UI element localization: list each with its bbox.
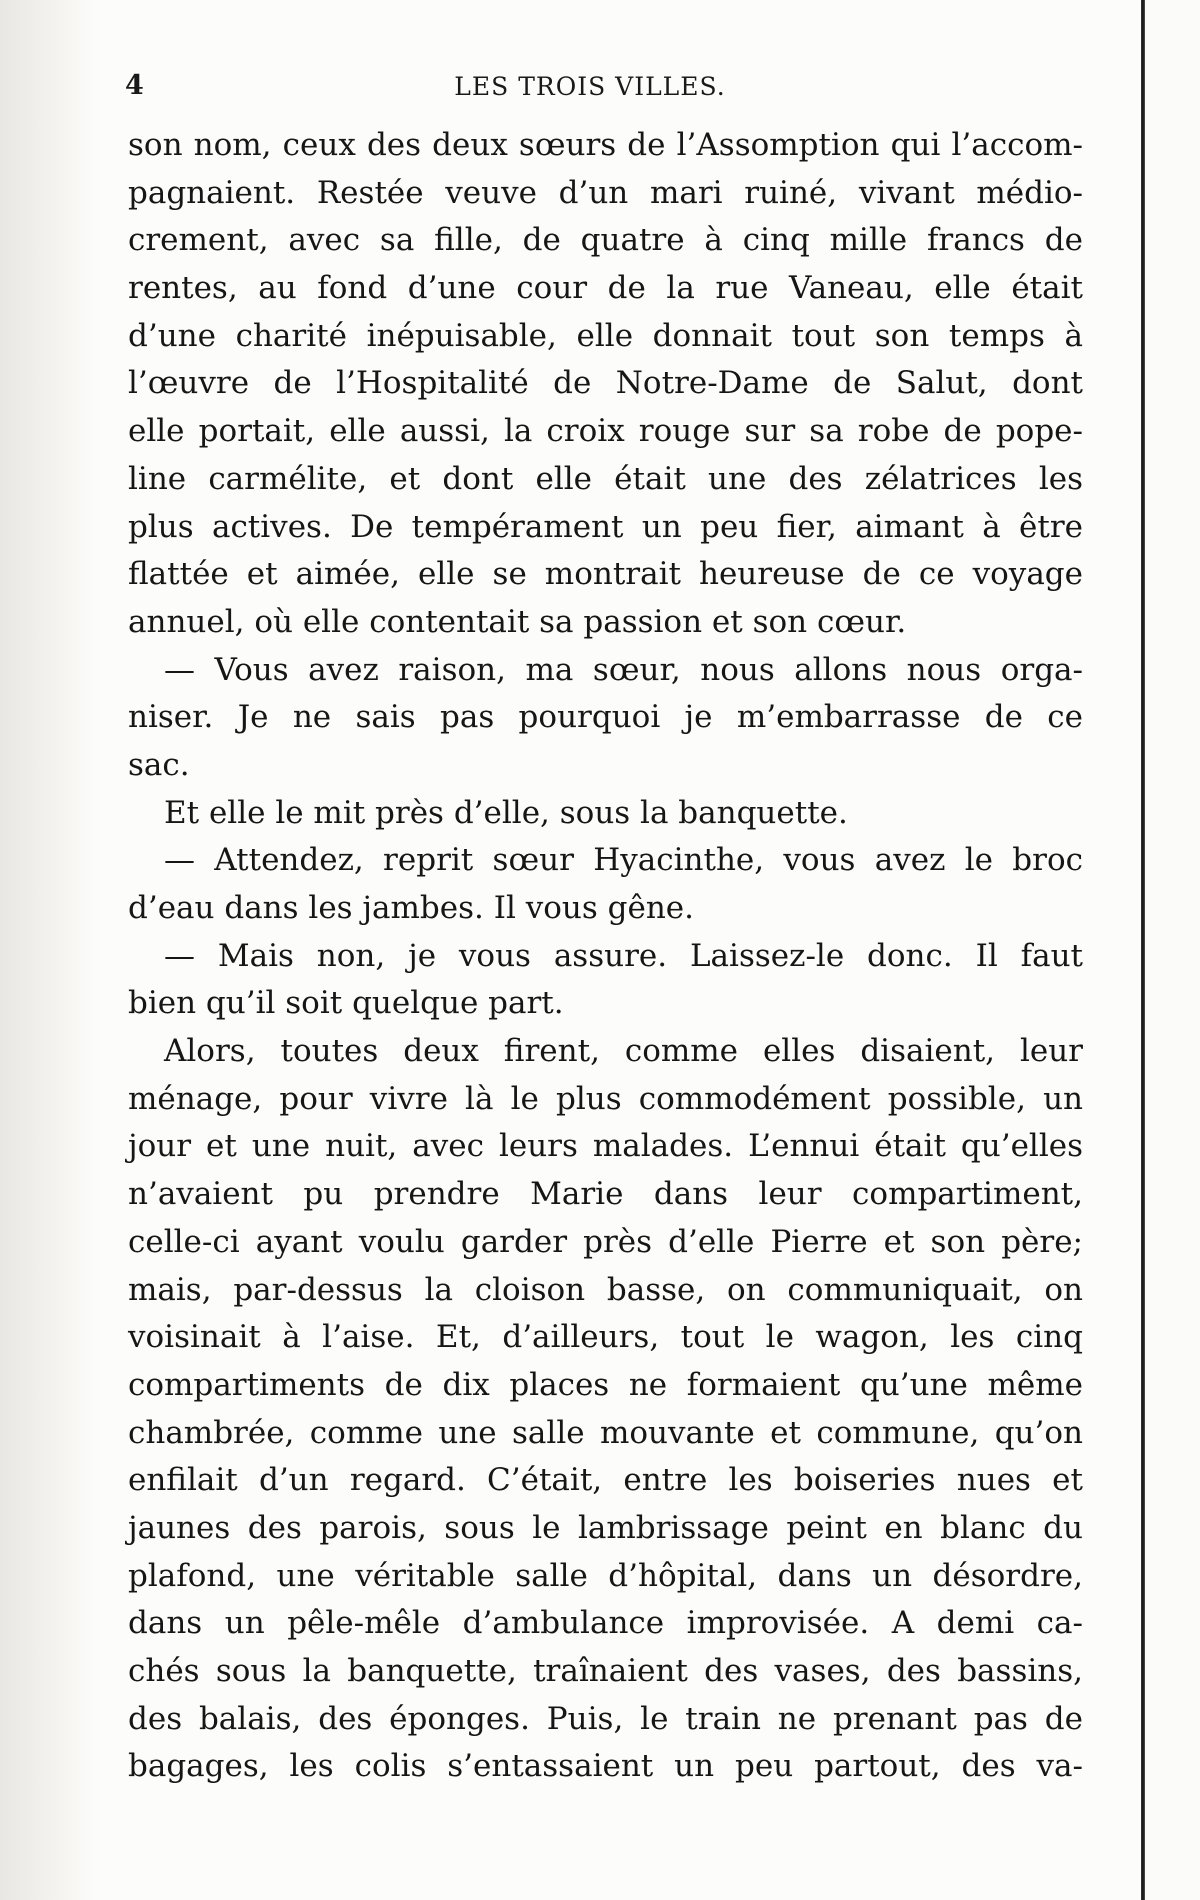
text-line: niser. Je ne sais pas pourquoi je m’embarrasse de ce bbox=[128, 699, 1083, 736]
text-line: jaunes des parois, sous le lambrissage peint en blanc du bbox=[128, 1509, 1083, 1546]
text-line: plus actives. De tempérament un peu fier, aimant à être bbox=[128, 508, 1083, 545]
text-line: sac. bbox=[128, 746, 190, 783]
text-line: dans un pêle-mêle d’ambulance improvisée. A demi ca- bbox=[128, 1605, 1083, 1642]
page-right-margin bbox=[1145, 0, 1200, 1900]
page-number: 4 bbox=[125, 70, 144, 101]
text-line: n’avaient pu prendre Marie dans leur compartiment, bbox=[128, 1176, 1083, 1213]
text-line: crement, avec sa fille, de quatre à cinq mille francs de bbox=[128, 222, 1083, 259]
text-line: compartiments de dix places ne formaient qu’une même bbox=[128, 1366, 1083, 1403]
text-line: flattée et aimée, elle se montrait heureuse de ce voyage bbox=[128, 556, 1083, 593]
text-line: enfilait d’un regard. C’était, entre les boiseries nues et bbox=[128, 1462, 1083, 1499]
text-line: rentes, au fond d’une cour de la rue Vaneau, elle était bbox=[128, 270, 1083, 307]
body-text bbox=[128, 122, 1083, 1791]
text-line: d’une charité inépuisable, elle donnait tout son temps à bbox=[128, 317, 1083, 354]
text-line: celle-ci ayant voulu garder près d’elle Pierre et son père; bbox=[128, 1223, 1083, 1260]
running-title: LES TROIS VILLES. bbox=[454, 72, 726, 101]
text-line: elle portait, elle aussi, la croix rouge sur sa robe de pope- bbox=[128, 413, 1083, 450]
text-line: bagages, les colis s’entassaient un peu partout, des va- bbox=[128, 1748, 1083, 1785]
text-line: voisinait à l’aise. Et, d’ailleurs, tout le wagon, les cinq bbox=[128, 1319, 1083, 1356]
text-line: Et elle le mit près d’elle, sous la banquette. bbox=[164, 794, 848, 831]
text-line: plafond, une véritable salle d’hôpital, dans un désordre, bbox=[128, 1557, 1083, 1594]
text-line: des balais, des éponges. Puis, le train ne prenant pas de bbox=[128, 1700, 1083, 1737]
text-line: pagnaient. Restée veuve d’un mari ruiné, vivant médio- bbox=[128, 174, 1083, 211]
text-line: line carmélite, et dont elle était une des zélatrices les bbox=[128, 460, 1083, 497]
text-line: Alors, toutes deux firent, comme elles disaient, leur bbox=[164, 1033, 1083, 1070]
text-line: bien qu’il soit quelque part. bbox=[128, 985, 564, 1022]
text-line: d’eau dans les jambes. Il vous gêne. bbox=[128, 890, 694, 926]
text-line: son nom, ceux des deux sœurs de l’Assomption qui l’accom- bbox=[128, 127, 1083, 163]
page-left-edge-shadow bbox=[0, 0, 95, 1900]
text-line: — Vous avez raison, ma sœur, nous allons nous orga- bbox=[164, 651, 1083, 688]
text-line: annuel, où elle contentait sa passion et son cœur. bbox=[128, 603, 907, 640]
text-line: ménage, pour vivre là le plus commodément possible, un bbox=[128, 1080, 1083, 1117]
text-line: chés sous la banquette, traînaient des vases, des bassins, bbox=[128, 1653, 1083, 1689]
text-line: mais, par-dessus la cloison basse, on communiquait, on bbox=[128, 1271, 1083, 1308]
text-line: jour et une nuit, avec leurs malades. L’ennui était qu’elles bbox=[128, 1128, 1083, 1165]
page-header bbox=[125, 70, 1055, 114]
text-line: l’œuvre de l’Hospitalité de Notre-Dame de Salut, dont bbox=[128, 365, 1083, 402]
text-line: — Mais non, je vous assure. Laissez-le donc. Il faut bbox=[164, 937, 1083, 974]
text-line: — Attendez, reprit sœur Hyacinthe, vous avez le broc bbox=[164, 842, 1083, 879]
text-line: chambrée, comme une salle mouvante et commune, qu’on bbox=[128, 1414, 1083, 1451]
